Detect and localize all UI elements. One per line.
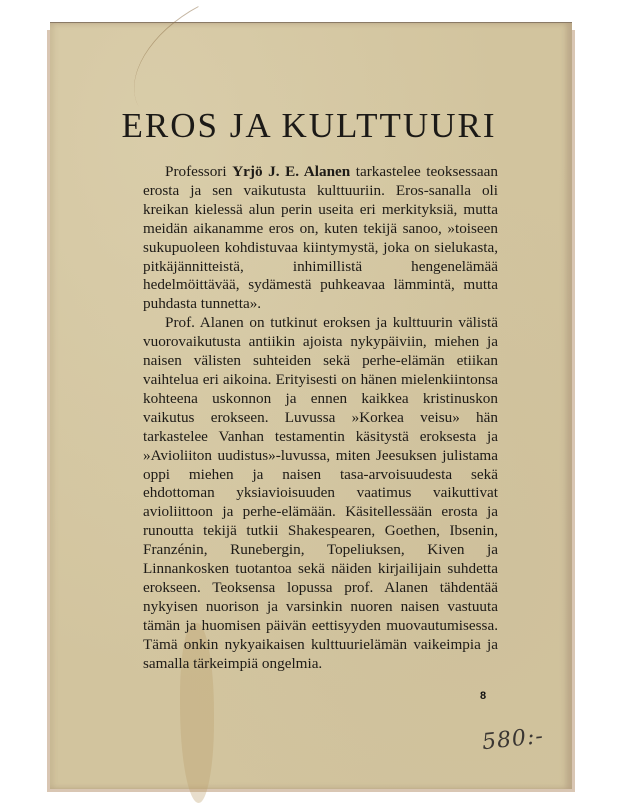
paragraph-1-text: tarkastelee teoksessaan erosta ja sen vaikutusta kulttuuriin. Eros-sanalla oli kreikan kielessä alun perin useita eri merkityksiä, mutta meidän aikanamme eros on, kuten tekijä sanoo, »toiseen sukupuoleen kohdistuvaa kiintymystä, joka on sielukasta, pitkäjännitteistä, inhimillistä hengenelämää hedelmöittävää, sydämestä puhkeavaa lämmintä, mutta puhdasta tunnetta». [143,163,498,313]
paragraph-2: Prof. Alanen on tutkinut eroksen ja kulttuurin välistä vuorovaikutusta antiikin ajoista nykypäiviin, miehen ja naisen välisten suhteiden sekä perhe-elämän etiikan vaihtelua eri aikoina. Erityisesti on hänen mielenkiintonsa kohteena uskonnon ja ennen kaikkea kristinuskon vaikutus erokseen. Luvussa »Korkea veisu» hän tarkastelee Vanhan testamentin käsitystä eroksesta ja »Avioliiton uudistus»-luvussa, miten Jeesuksen julistama oppi miehen ja naisen tasa-arvoisuudesta sekä ehdottoman yksiavioisuuden vaatimus vaikuttivat avioliittoon ja perhe-elämään. Käsitellessään erosta ja runoutta tekijä tutkii Shakespearen, Goethen, Ibsenin, Franzénin, Runebergin, Topeliuksen, Kiven ja Linnankosken tuotantoa sekä näiden kirjailijain suhdetta erokseen. Teoksensa lopussa prof. Alanen tähdentää nykyisen nuorison ja varsinkin nuoren naisen vastuuta tämän ja huomisen päivän eettisyyden muovautumisessa. Tämä onkin nykyaikaisen kulttuurielämän vaikeimpia ja samalla tärkeimpiä ongelmia. [143,314,498,672]
author-name: Yrjö J. E. Alanen [232,163,351,180]
book-title: EROS JA KULTTUURI [121,106,497,145]
handwritten-price: 580:- [480,723,545,756]
blurb-text [143,163,498,673]
paper-crease [110,6,227,107]
intro-text: Professori [165,163,233,180]
page-number: 8 [480,690,487,702]
paragraph-1 [143,163,498,314]
